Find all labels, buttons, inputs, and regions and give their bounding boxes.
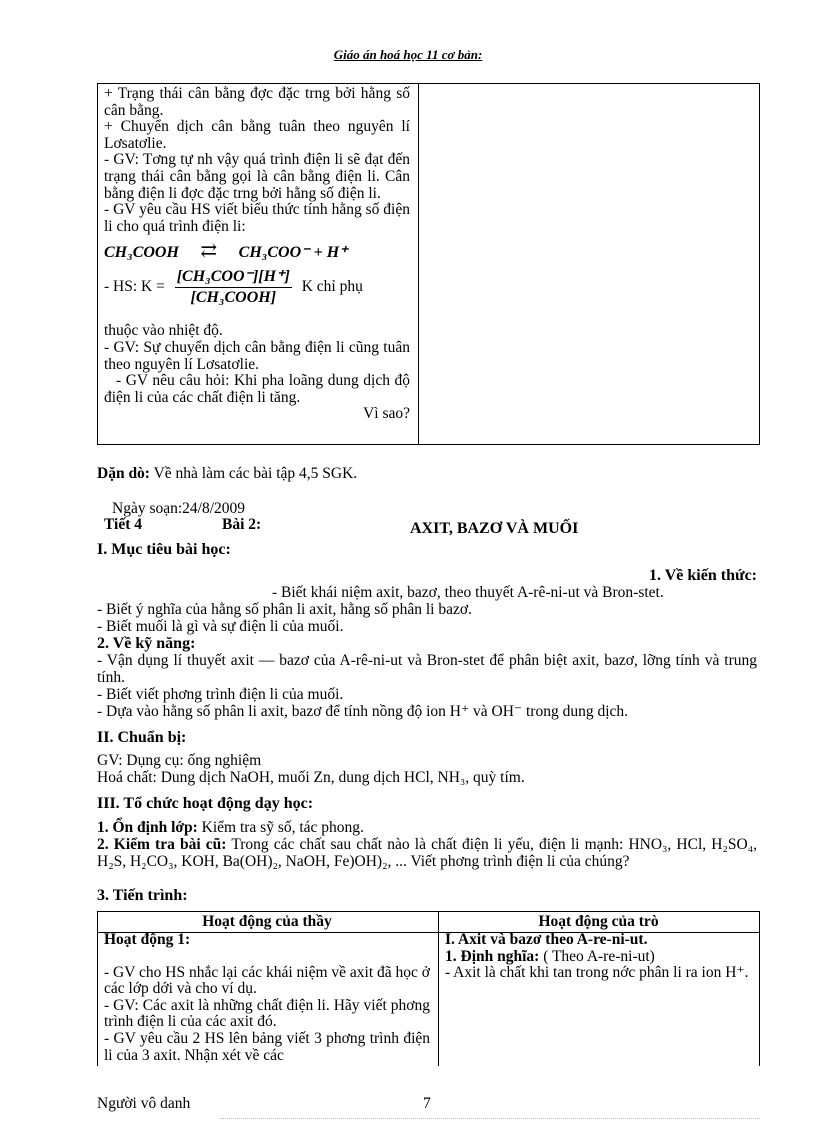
equation-reactant: CH₃COOH (104, 244, 179, 262)
definition-line (445, 949, 753, 966)
section-objectives-heading: I. Mục tiêu bài học: (97, 541, 231, 558)
k-prefix: - HS: K = (104, 278, 165, 296)
table1-line: - GV: Tơng tự nh vậy quá trình điện li sẽ đạt đến trạng thái cân bằng gọi là cân bằng điện li. Cân bằng điện li đợc đặc trng bởi hằng số điện li. (104, 151, 410, 202)
page-header-title: Giáo án hoá học 11 cơ bản: (333, 47, 483, 62)
activities-heading: III. Tổ chức hoạt động dạy học: (97, 795, 314, 812)
table1-line: - GV: Sự chuyển dịch cân bằng điện li cũng tuân theo nguyên lí Lơsatơlie. (104, 338, 410, 373)
knowledge-subheading: 1. Về kiến thức: (649, 567, 757, 584)
review-label: 2. Kiểm tra bài cũ: (97, 836, 227, 853)
teacher-line: - GV yêu cầu 2 HS lên bảng viết 3 phơng trình điện li của 3 axit. Nhận xét về các (104, 1029, 430, 1064)
class-check-text: Kiểm tra sỹ số, tác phong. (201, 819, 364, 836)
table1-line: + Chuyển dịch cân bằng tuân theo nguyên lí Lơsatơlie. (104, 118, 410, 152)
skills-item: - Dựa vào hằng số phân li axit, bazơ để tính nồng độ ion H⁺ và OH⁻ trong dung dịch. (97, 703, 629, 720)
class-check-line (97, 819, 364, 836)
progress-heading: 3. Tiến trình: (97, 887, 188, 904)
dissociation-equation (104, 240, 410, 265)
equilibrium-constant (104, 269, 410, 319)
teacher-column-content (104, 932, 430, 1064)
skills-item: - Vận dụng lí thuyết axit — bazơ của A-rê-ni-ut và Bron-stet để phân biệt axit, bazơ, lỡng tính và trung tính. (97, 652, 757, 686)
table1-line: Vì sao? (363, 405, 410, 423)
lesson-number: Bài 2: (222, 516, 262, 533)
k-numerator: [CH₃COO⁻][H⁺] (175, 269, 292, 288)
table1-line: + Trạng thái cân bằng đợc đặc trng bởi hằng số cân bằng. (104, 85, 410, 119)
table1-line: thuộc vào nhiệt độ. (104, 322, 223, 340)
lesson-date: Ngày soạn:24/8/2009 (112, 500, 246, 517)
teacher-line: - GV: Các axit là những chất điện li. Hãy viết phơng trình điện li của các axit đó. (104, 996, 430, 1031)
skills-item: - Biết viết phơng trình điện li của muối. (97, 686, 344, 703)
k-denominator: [CH₃COOH] (190, 288, 277, 306)
definition-source: ( Theo A-re-ni-ut) (543, 947, 655, 965)
table-column-divider (438, 912, 439, 1066)
table-column-divider (418, 84, 419, 444)
definition-label: 1. Định nghĩa: (445, 947, 540, 965)
table1-line: - GV yêu cầu HS viết biểu thức tính hằng số điện li cho quá trình điện li: (104, 201, 410, 235)
k-fraction (175, 269, 292, 306)
k-suffix: K chỉ phụ (301, 278, 363, 296)
student-line: - Axit là chất khi tan trong nớc phân li ra ion H⁺. (445, 964, 749, 982)
homework-text: Về nhà làm các bài tập 4,5 SGK. (153, 465, 358, 482)
teacher-column-header: Hoạt động của thầy (202, 913, 332, 930)
student-column-header: Hoạt động của trò (538, 913, 659, 930)
preparation-line: Hoá chất: Dung dịch NaOH, muối Zn, dung dịch HCl, NH₃, quỳ tím. (97, 769, 525, 786)
lesson-title: AXIT, BAZƠ VÀ MUỐI (410, 520, 579, 537)
homework-label: Dặn dò: (97, 465, 150, 482)
equilibrium-arrow-icon: ⇄ (200, 240, 218, 263)
activity-title: Hoạt động 1: (104, 931, 191, 948)
student-section-title: I. Axit và bazơ theo A-re-ni-ut. (445, 931, 648, 948)
teacher-line: - GV cho HS nhắc lại các khái niệm về axit đã học ở các lớp dới và cho ví dụ. (104, 963, 430, 998)
preparation-heading: II. Chuẩn bị: (97, 729, 187, 746)
footer-author: Người vô danh (97, 1095, 191, 1112)
skills-subheading: 2. Về kỹ năng: (97, 635, 196, 652)
page-number: 7 (423, 1095, 431, 1112)
footer-divider (220, 1118, 760, 1119)
lesson-period: Tiết 4 (104, 516, 143, 533)
homework-line (97, 465, 357, 482)
class-check-label: 1. Ổn định lớp: (97, 819, 198, 836)
knowledge-item: - Biết ý nghĩa của hằng số phân li axit, hằng số phân li bazơ. (97, 601, 472, 618)
review-text: Trong các chất sau chất nào là chất điện li yếu, điện li mạnh: HNO₃, HCl, H₂SO₄, H₂S, H₂CO₃, KOH, Ba(OH)₂, NaOH, Fe)OH)₂, ... Viết phơng trình điện li của chúng? (97, 836, 757, 870)
preparation-line: GV: Dụng cụ: ống nghiệm (97, 752, 262, 769)
table1-line: - GV nêu câu hỏi: Khi pha loãng dung dịch độ điện li của các chất điện li tăng. (104, 372, 410, 406)
table1-left-cell (104, 86, 410, 423)
knowledge-item: - Biết muối là gì và sự điện li của muối. (97, 618, 344, 635)
equation-products: CH₃COO⁻ + H⁺ (238, 244, 348, 262)
knowledge-item: - Biết khái niệm axit, bazơ, theo thuyết A-rê-ni-ut và Bron-stet. (272, 584, 664, 601)
review-question (97, 836, 757, 870)
student-column-content (445, 932, 753, 982)
